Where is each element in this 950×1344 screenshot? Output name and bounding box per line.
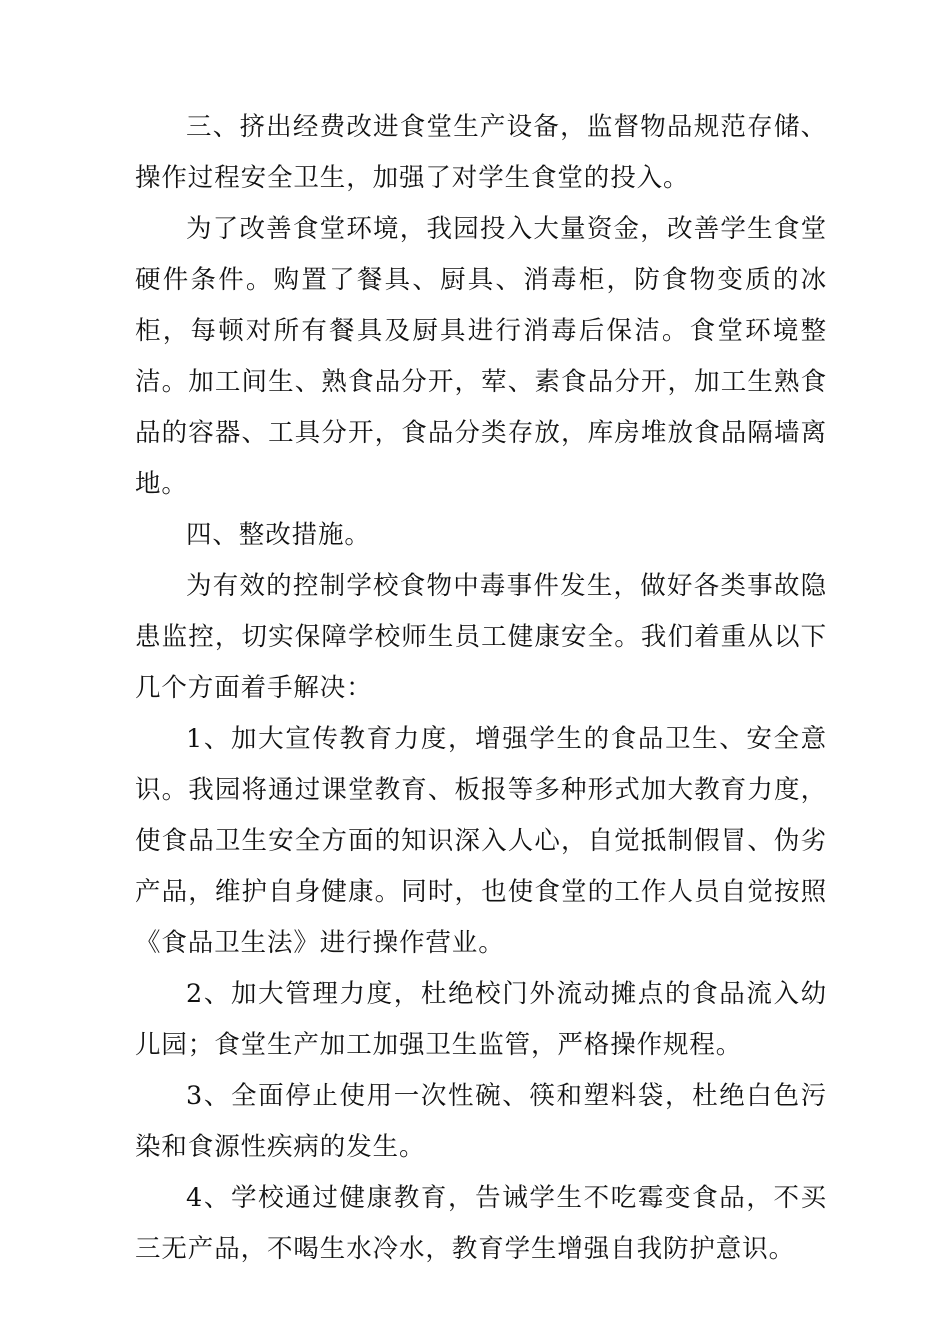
paragraph-measure-1: 1、加大宣传教育力度，增强学生的食品卫生、安全意识。我园将通过课堂教育、板报等多种形式加大教育力度，使食品卫生安全方面的知识深入人心，自觉抵制假冒、伪劣产品，维护自身健康。同时，也使食堂的工作人员自觉按照《食品卫生法》进行操作营业。 — [135, 724, 827, 958]
paragraph-measure-4: 4、学校通过健康教育，告诫学生不吃霉变食品，不买三无产品，不喝生水冷水，教育学生增强自我防护意识。 — [135, 1183, 827, 1264]
paragraph-section-four-heading: 四、整改措施。 — [186, 520, 371, 550]
paragraph-measures-intro: 为有效的控制学校食物中毒事件发生，做好各类事故隐患监控，切实保障学校师生员工健康安全。我们着重从以下几个方面着手解决： — [135, 571, 827, 703]
document-body — [135, 102, 827, 1275]
paragraph-canteen-improvements: 为了改善食堂环境，我园投入大量资金，改善学生食堂硬件条件。购置了餐具、厨具、消毒柜，防食物变质的冰柜，每顿对所有餐具及厨具进行消毒后保洁。食堂环境整洁。加工间生、熟食品分开，荤、素食品分开，加工生熟食品的容器、工具分开，食品分类存放，库房堆放食品隔墙离地。 — [135, 214, 827, 499]
paragraph-measure-3: 3、全面停止使用一次性碗、筷和塑料袋，杜绝白色污染和食源性疾病的发生。 — [135, 1081, 827, 1162]
paragraph-section-three-heading: 三、挤出经费改进食堂生产设备，监督物品规范存储、操作过程安全卫生，加强了对学生食堂的投入。 — [135, 112, 827, 193]
paragraph-measure-2: 2、加大管理力度，杜绝校门外流动摊点的食品流入幼儿园；食堂生产加工加强卫生监管，严格操作规程。 — [135, 979, 827, 1060]
